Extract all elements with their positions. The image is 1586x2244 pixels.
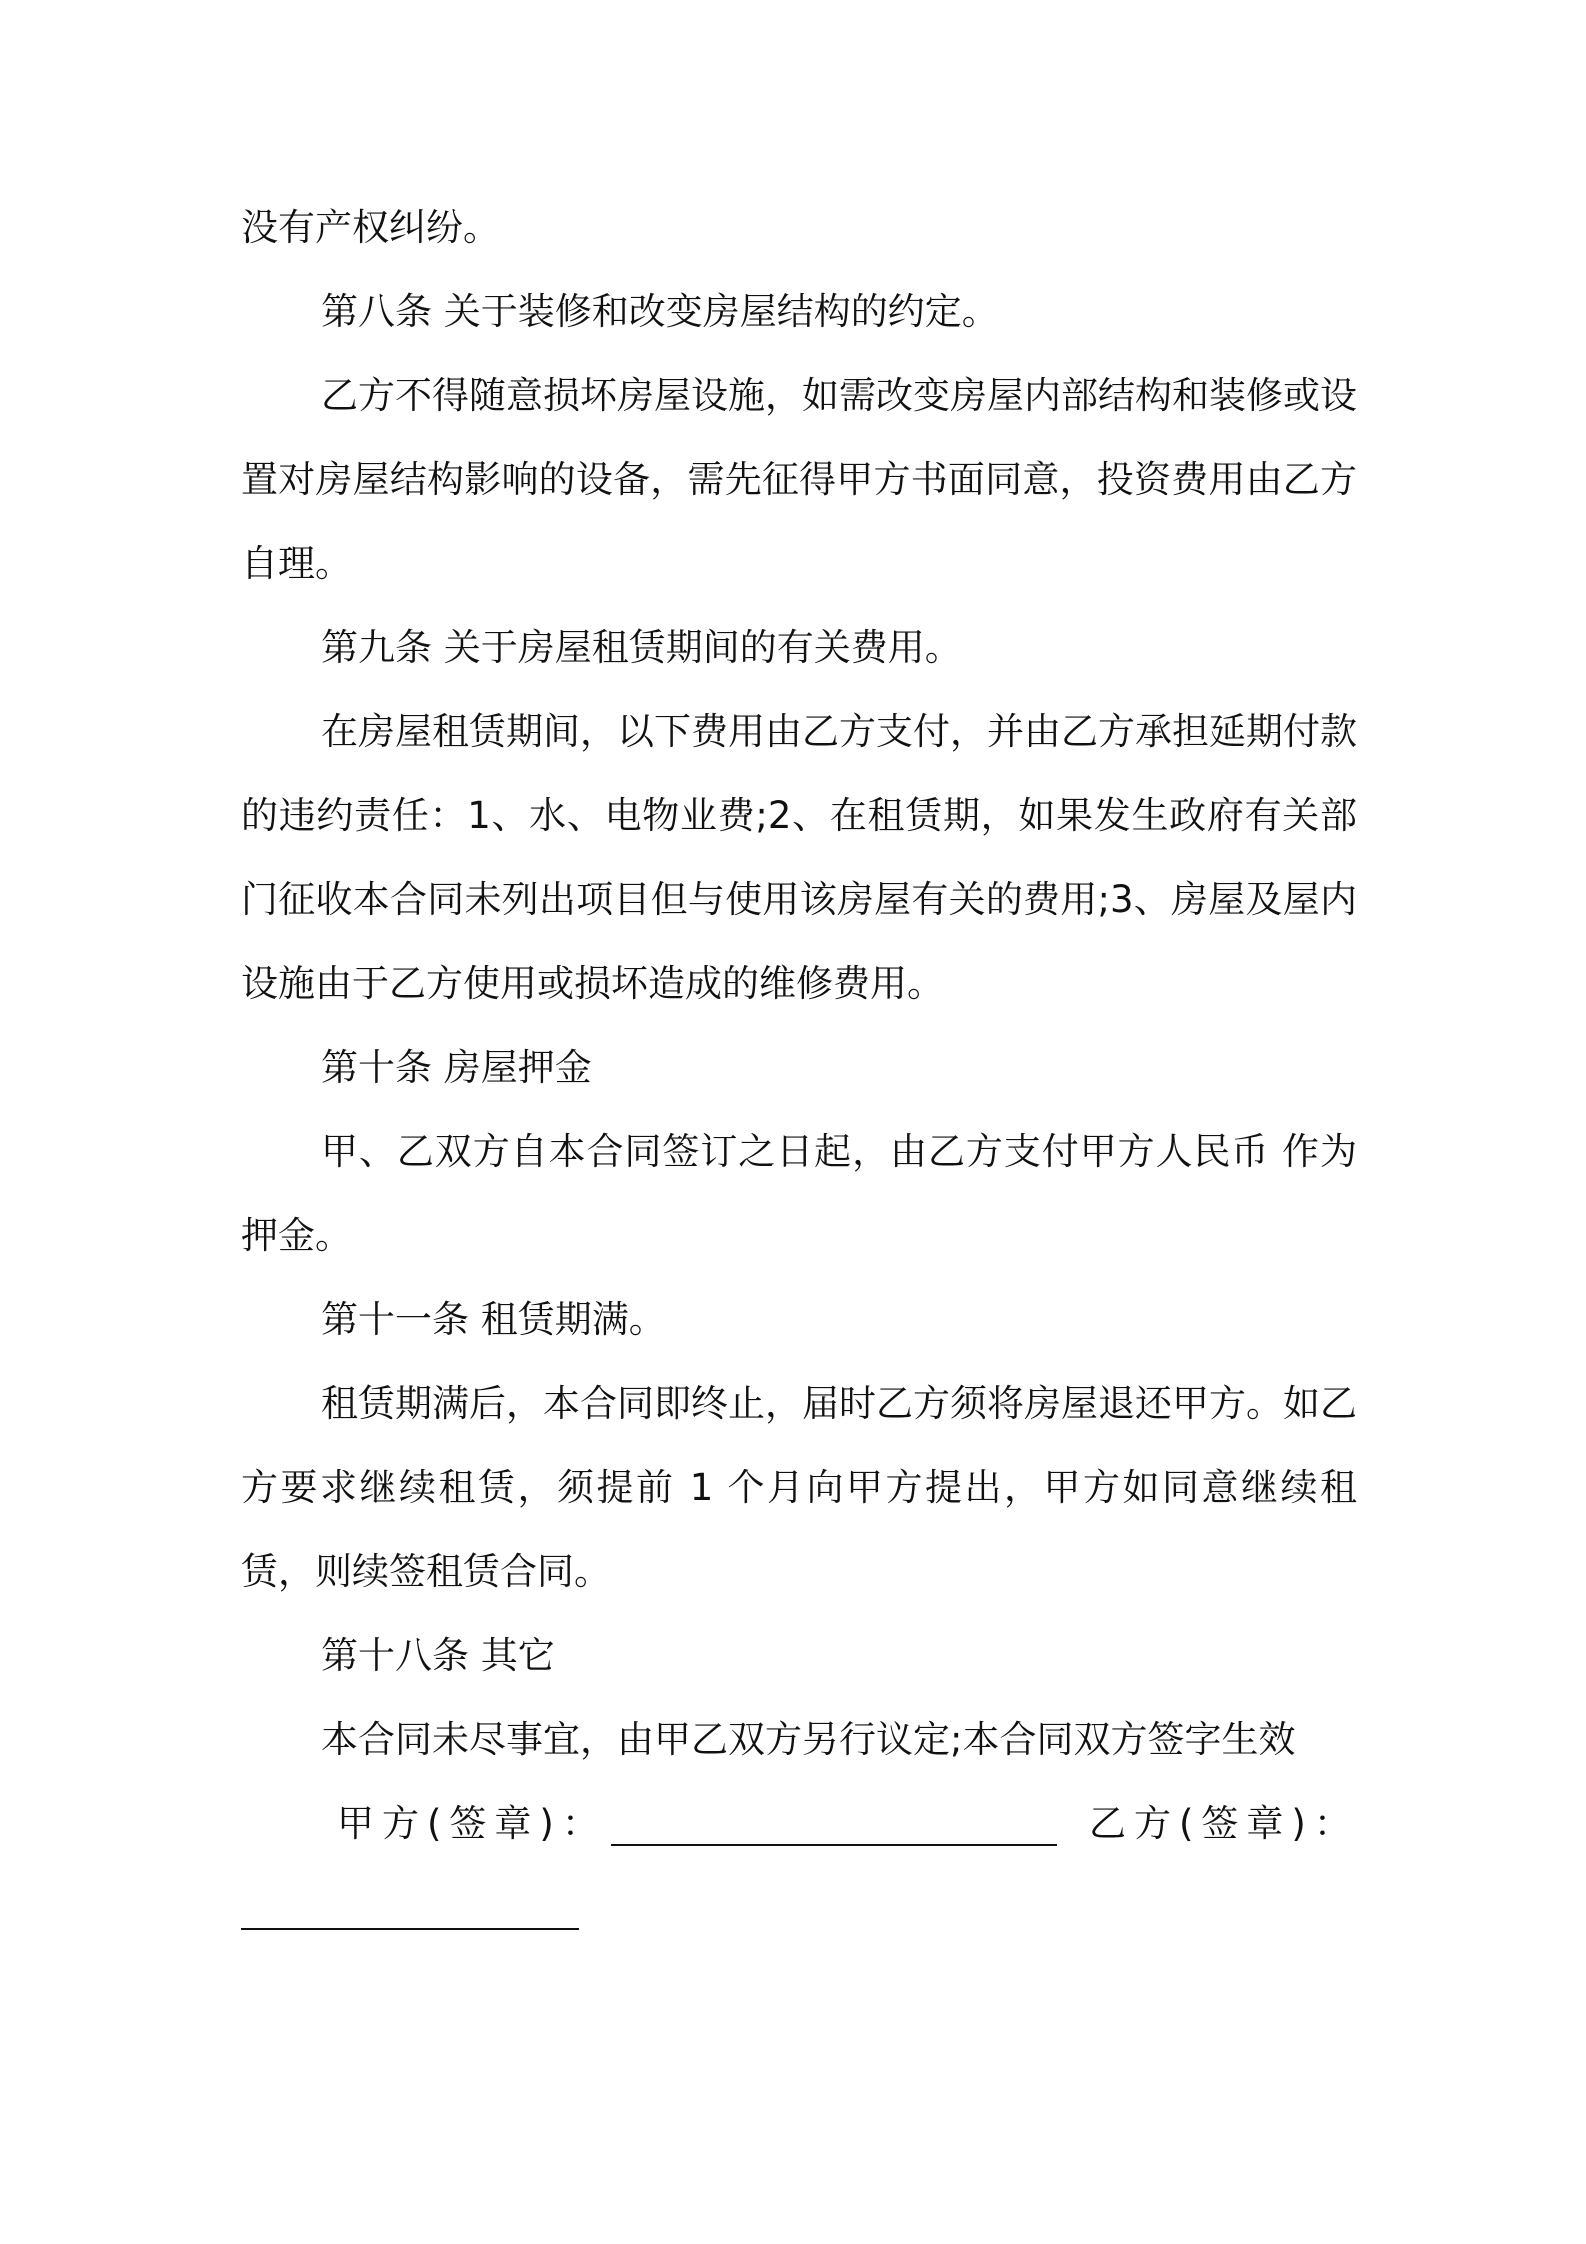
party-b-signature-blank[interactable] [241,1928,579,1930]
party-b-signature-row [241,1866,1357,1950]
signature-row [241,1782,1357,1866]
article-8-heading: 第八条 关于装修和改变房屋结构的约定。 [321,290,999,333]
party-a-signature-blank[interactable] [611,1844,1057,1846]
party-b-signature-label: 乙方(签章)： [1089,1802,1359,1845]
contract-body [241,186,1357,1950]
article-10-body: 甲、乙双方自本合同签订之日起，由乙方支付甲方人民币 作为押金。 [241,1130,1357,1257]
article-9-body: 在房屋租赁期间，以下费用由乙方支付，并由乙方承担延期付款的违约责任：1、水、电物业费;2、在租赁期，如果发生政府有关部门征收本合同未列出项目但与使用该房屋有关的费用;3、房屋及屋内设施由于乙方使用或损坏造成的维修费用。 [241,710,1357,1005]
article-11-body: 租赁期满后，本合同即终止，届时乙方须将房屋退还甲方。如乙方要求继续租赁，须提前 1 个月向甲方提出，甲方如同意继续租赁，则续签租赁合同。 [241,1382,1357,1593]
article-18-heading: 第十八条 其它 [321,1634,555,1677]
article-8-body: 乙方不得随意损坏房屋设施，如需改变房屋内部结构和装修或设置对房屋结构影响的设备，需先征得甲方书面同意，投资费用由乙方自理。 [241,374,1357,585]
article-10-heading: 第十条 房屋押金 [321,1046,592,1089]
party-a-signature-label: 甲方(签章)： [337,1802,607,1845]
article-18-body: 本合同未尽事宜，由甲乙双方另行议定;本合同双方签字生效 [321,1718,1296,1761]
article-11-heading: 第十一条 租赁期满。 [321,1298,666,1341]
paragraph-property-dispute: 没有产权纠纷。 [241,206,500,249]
article-9-heading: 第九条 关于房屋租赁期间的有关费用。 [321,626,962,669]
